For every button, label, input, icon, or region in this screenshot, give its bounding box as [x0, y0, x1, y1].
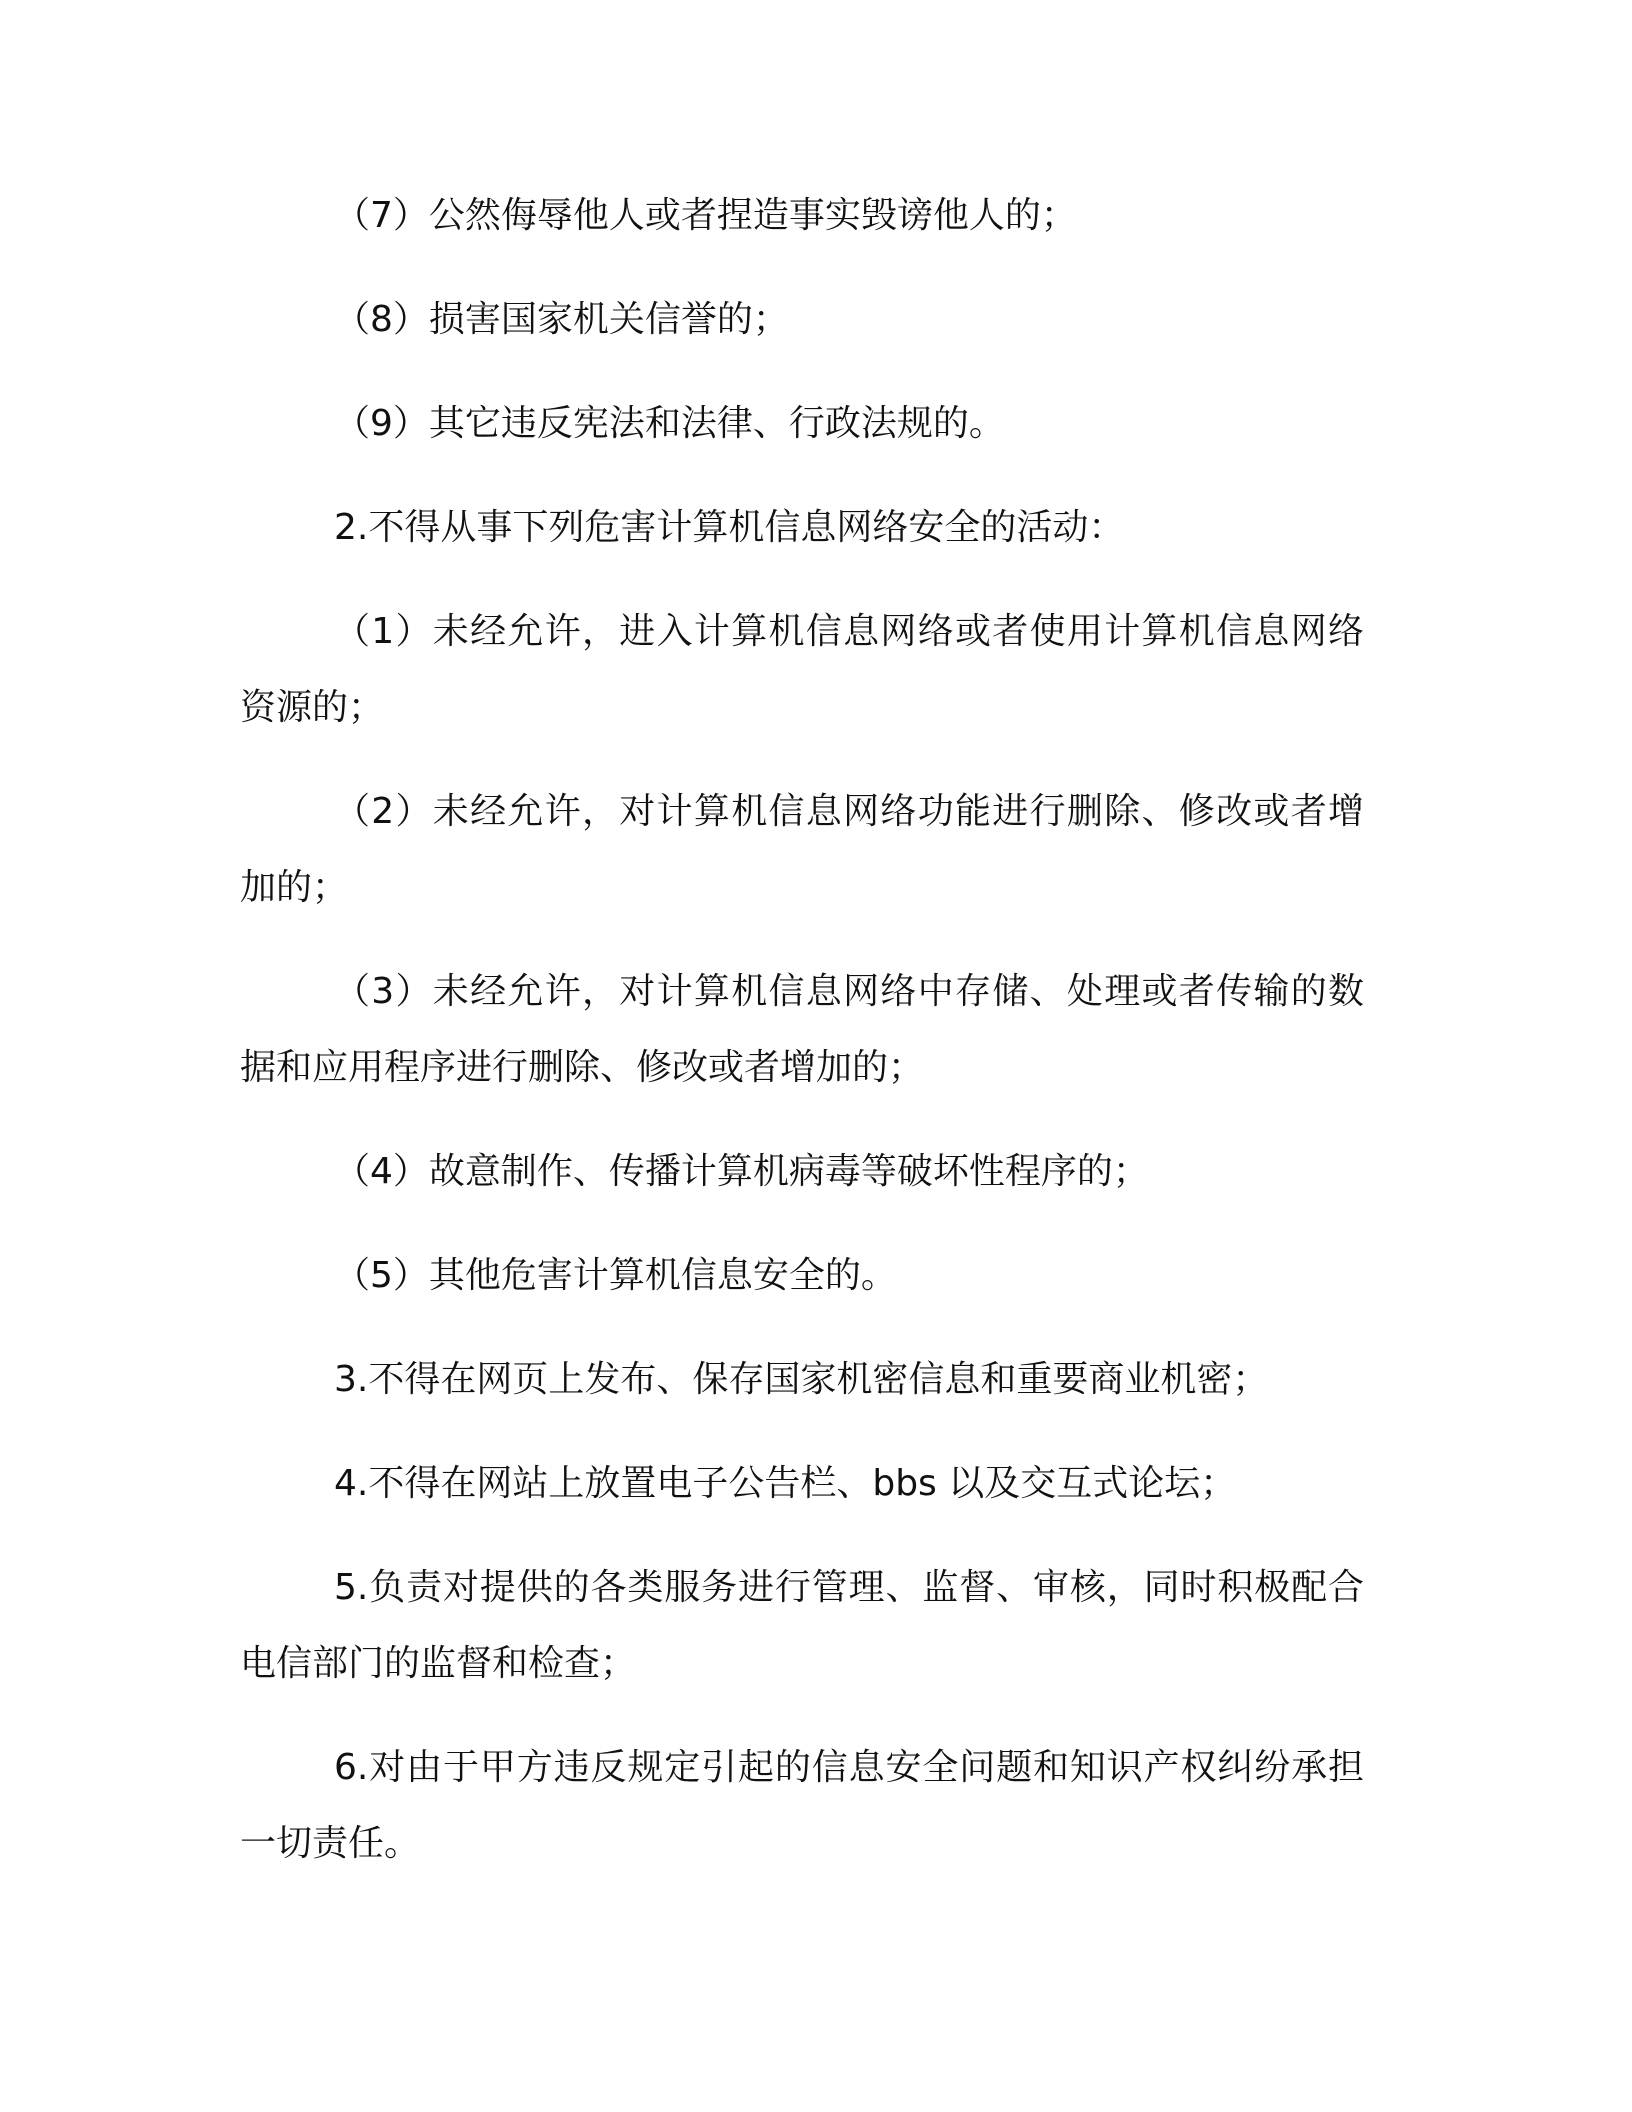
- section-2-item-5: （5）其他危害计算机信息安全的。: [334, 1255, 897, 1296]
- section-2-item-4: （4）故意制作、传播计算机病毒等破坏性程序的；: [334, 1151, 1149, 1192]
- section-2-item-3: （3）未经允许，对计算机信息网络中存储、处理或者传输的数据和应用程序进行删除、修改或者增加的；: [240, 971, 1364, 1088]
- section-2-item-2: （2）未经允许，对计算机信息网络功能进行删除、修改或者增加的；: [240, 791, 1364, 908]
- clause-7: （7）公然侮辱他人或者捏造事实毁谤他人的；: [334, 195, 1077, 236]
- section-3: 3.不得在网页上发布、保存国家机密信息和重要商业机密；: [334, 1359, 1269, 1400]
- clause-8: （8）损害国家机关信誉的；: [334, 299, 789, 340]
- section-4: 4.不得在网站上放置电子公告栏、bbs 以及交互式论坛；: [334, 1463, 1237, 1504]
- section-2-heading: 2.不得从事下列危害计算机信息网络安全的活动：: [334, 507, 1125, 548]
- section-6: 6.对由于甲方违反规定引起的信息安全问题和知识产权纠纷承担一切责任。: [240, 1747, 1364, 1864]
- section-5: 5.负责对提供的各类服务进行管理、监督、审核，同时积极配合电信部门的监督和检查；: [240, 1567, 1364, 1684]
- clause-9: （9）其它违反宪法和法律、行政法规的。: [334, 403, 1005, 444]
- document-body: [240, 178, 1364, 1910]
- section-2-item-1: （1）未经允许，进入计算机信息网络或者使用计算机信息网络资源的；: [240, 611, 1364, 728]
